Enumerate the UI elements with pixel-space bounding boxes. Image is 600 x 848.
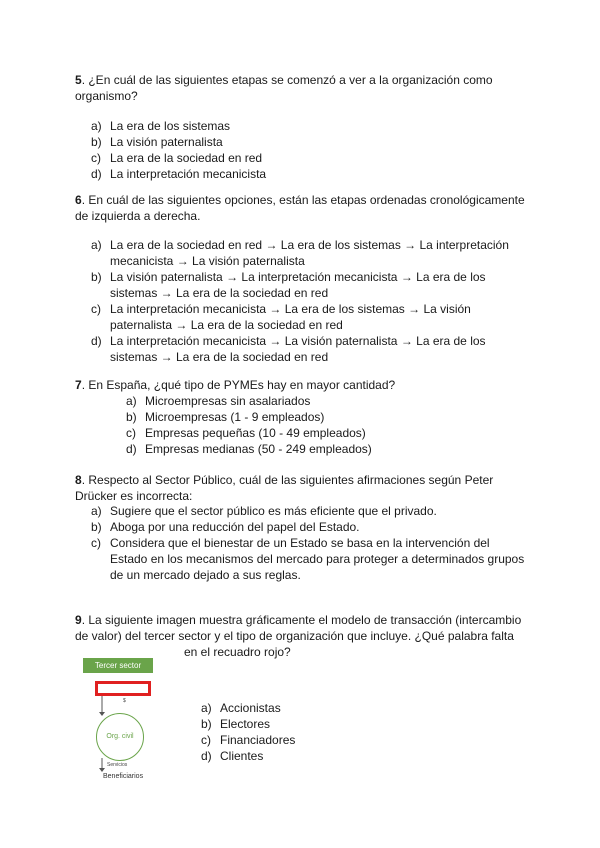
- option-b: b) Electores: [201, 717, 271, 731]
- option-c: c) Considera que el bienestar de un Estado se basa en la intervención del Estado en los mecanismos del mercado para proteger a determinados grupos de un mercado dejado a sus reglas.: [91, 536, 525, 582]
- question-9-line3: [184, 644, 384, 660]
- option-a: a) Accionistas: [201, 701, 281, 715]
- options-q8: [91, 503, 524, 583]
- question-number: 6: [75, 193, 82, 207]
- option-d: d) La interpretación mecanicista → La visión paternalista → La era de los sistemas → La era de la sociedad en red: [91, 334, 486, 364]
- options-q9: [201, 700, 295, 764]
- question-text-cont: de valor) del tercer sector y el tipo de organización que incluye. ¿Qué palabra falta: [75, 629, 514, 643]
- option-d: d) Clientes: [201, 749, 264, 763]
- option-c: c) La era de la sociedad en red: [91, 151, 263, 165]
- options-q6: [91, 237, 509, 365]
- option-c: c) Empresas pequeñas (10 - 49 empleados): [126, 426, 366, 440]
- question-5: [75, 72, 535, 104]
- question-text-cont: de izquierda a derecha.: [75, 209, 201, 223]
- question-text-cont: organismo?: [75, 89, 138, 103]
- diagram-header: Tercer sector: [83, 658, 153, 673]
- question-text: . En España, ¿qué tipo de PYMEs hay en mayor cantidad?: [81, 378, 396, 392]
- beneficiaries-label: Beneficiarios: [103, 773, 144, 780]
- option-b: b) La visión paternalista: [91, 135, 223, 149]
- option-d: d) Empresas medianas (50 - 249 empleados): [126, 442, 372, 456]
- option-a: a) La era de la sociedad en red → La era de los sistemas → La interpretación mecanicista → La visión paternalista: [91, 238, 509, 268]
- option-a: a) Sugiere que el sector público es más eficiente que el privado.: [91, 504, 437, 518]
- question-text: . ¿En cuál de las siguientes etapas se comenzó a ver a la organización como: [81, 73, 493, 87]
- option-c: c) La interpretación mecanicista → La era de los sistemas → La visión paternalista → La era de la sociedad en red: [91, 302, 471, 332]
- option-a: a) Microempresas sin asalariados: [126, 394, 311, 408]
- question-text: . Respecto al Sector Público, cuál de las siguientes afirmaciones según Peter: [81, 473, 494, 487]
- option-b: b) Microempresas (1 - 9 empleados): [126, 410, 325, 424]
- question-number: 7: [75, 378, 82, 392]
- options-q5: [91, 118, 266, 182]
- option-b: b) La visión paternalista → La interpretación mecanicista → La era de los sistemas → La era de la sociedad en red: [91, 270, 486, 300]
- question-number: 9: [75, 613, 82, 627]
- arrow-head: [99, 712, 105, 716]
- option-a: a) La era de los sistemas: [91, 119, 231, 133]
- option-c: c) Financiadores: [201, 733, 296, 747]
- civil-org-circle: Org. civil: [96, 713, 144, 761]
- question-text-cont: en el recuadro rojo?: [184, 645, 291, 659]
- option-b: b) Aboga por una reducción del papel del Estado.: [91, 520, 360, 534]
- money-label: $: [123, 698, 126, 704]
- question-number: 8: [75, 473, 82, 487]
- question-9: [75, 612, 535, 644]
- question-number: 5: [75, 73, 82, 87]
- question-6: [75, 192, 535, 224]
- arrow-head: [99, 768, 105, 772]
- option-d: d) La interpretación mecanicista: [91, 167, 267, 181]
- question-8: [75, 472, 535, 504]
- question-7: [75, 377, 535, 393]
- services-label: Servicios: [107, 762, 128, 768]
- question-text-cont: Drücker es incorrecta:: [75, 489, 193, 503]
- third-sector-diagram: [83, 658, 163, 783]
- question-text: . La siguiente imagen muestra gráficamente el modelo de transacción (intercambio: [81, 613, 522, 627]
- question-text: . En cuál de las siguientes opciones, están las etapas ordenadas cronológicamente: [81, 193, 525, 207]
- options-q7: [126, 393, 372, 457]
